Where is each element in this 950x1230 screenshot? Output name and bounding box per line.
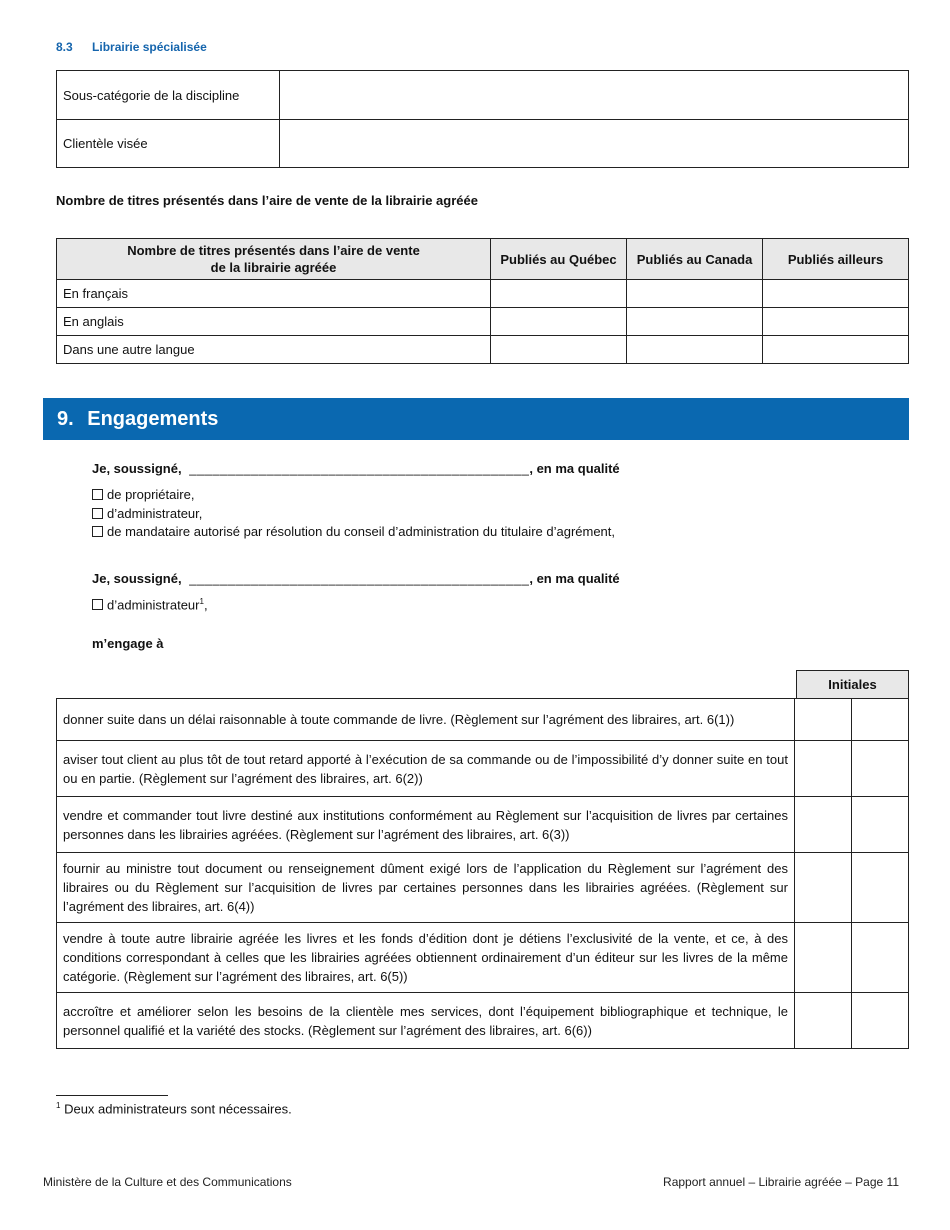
cell-input[interactable] [627,280,763,308]
initials-cell[interactable] [795,993,852,1049]
row-label: Sous-catégorie de la discipline [57,71,280,120]
engagements-table [56,698,909,1049]
initials-cell[interactable] [852,699,909,741]
cell-input[interactable] [491,336,627,364]
table-row [57,853,909,923]
footnote [56,1101,292,1116]
initials-cell[interactable] [852,853,909,923]
option-label: d’administrateur [107,597,200,613]
table-row [57,308,909,336]
option-label: de mandataire autorisé par résolution du conseil d’administration du titulaire d’agrément, [107,524,616,539]
col-quebec-header: Publiés au Québec [491,239,627,280]
initials-cell[interactable] [852,993,909,1049]
table-row [57,120,909,168]
header-row [57,239,909,280]
initials-cell[interactable] [795,853,852,923]
engagement-text: fournir au ministre tout document ou renseignement dûment exigé lors de l’application du Règlement sur l’agrément des libraires ou du Règlement sur l’acquisition de livres par certaines personnes dans les librairies agréées. (Règlement sur l’agrément des libraires, art. 6(4)) [57,853,795,923]
signatory-prefix: Je, soussigné, [92,571,182,586]
checkbox-option[interactable] [92,597,208,612]
signatory-line [92,461,620,476]
option-label: de propriétaire, [107,487,195,502]
initials-cell[interactable] [795,699,852,741]
cell-input[interactable] [763,308,909,336]
col-ailleurs-header: Publiés ailleurs [763,239,909,280]
footer-left: Ministère de la Culture et des Communications [43,1175,292,1189]
initials-cell[interactable] [795,923,852,993]
header-line: Nombre de titres présentés dans l’aire de vente [127,243,420,258]
table-row [57,993,909,1049]
signatory-suffix: , en ma qualité [529,571,620,586]
specialty-table [56,70,909,168]
cell-input[interactable] [491,280,627,308]
engage-label: m’engage à [92,636,164,651]
section-heading [56,40,207,54]
clientele-field[interactable] [280,120,909,168]
engagement-text: vendre à toute autre librairie agréée les livres et les fonds d’édition dont je détiens l’exclusivité de la vente, et ce, à des conditions correspondant à celles que les librairies agréées obtiennent ordinairement d’un éditeur sur les livres de la même catégorie. (Règlement sur l’agrément des libraires, art. 6(5)) [57,923,795,993]
footnote-text: Deux administrateurs sont nécessaires. [64,1101,292,1117]
titles-table [56,238,909,364]
footnote-number: 1 [56,1101,61,1110]
row-label: En anglais [57,308,491,336]
section-banner [43,398,909,440]
engagement-text: vendre et commander tout livre destiné aux institutions conformément au Règlement sur l’acquisition de livres par certaines personnes dans les librairies agréées. (Règlement sur l’agrément des libraires, art. 6(3)) [57,797,795,853]
row-label: Dans une autre langue [57,336,491,364]
subcategory-field[interactable] [280,71,909,120]
checkbox[interactable] [92,508,103,519]
initials-cell[interactable] [795,797,852,853]
table-row [57,71,909,120]
titles-column-header [57,239,491,280]
cell-input[interactable] [627,308,763,336]
row-label: Clientèle visée [57,120,280,168]
engagement-text: donner suite dans un délai raisonnable à toute commande de livre. (Règlement sur l’agrément des libraires, art. 6(1)) [57,699,795,741]
signatory-line [92,571,620,586]
table-row [57,741,909,797]
titles-heading: Nombre de titres présentés dans l’aire de vente de la librairie agréée [56,193,478,208]
initials-header: Initiales [797,671,909,699]
checkbox[interactable] [92,526,103,537]
engagement-text: accroître et améliorer selon les besoins de la clientèle mes services, dont l’équipement bibliographique et technique, le personnel qualifié et la variété des stocks. (Règlement sur l’agrément des libraires, art. 6(6)) [57,993,795,1049]
checkbox[interactable] [92,599,103,610]
option-punctuation: , [203,597,208,613]
footer-right: Rapport annuel – Librairie agréée – Page 11 [663,1175,899,1189]
initials-cell[interactable] [852,797,909,853]
cell-input[interactable] [491,308,627,336]
checkbox-option[interactable] [92,506,202,521]
section-title: Librairie spécialisée [92,40,207,54]
engagement-text: aviser tout client au plus tôt de tout retard apporté à l’exécution de sa commande ou de l’impossibilité d’y donner suite en tout ou en partie. (Règlement sur l’agrément des libraires, art. 6(2)) [57,741,795,797]
header-line: de la librairie agréée [210,260,337,275]
signatory-name-field[interactable]: ____________________________________________ [189,571,530,586]
table-row [57,336,909,364]
footnote-divider [56,1095,168,1096]
signatory-name-field[interactable]: ____________________________________________ [189,461,530,476]
signatory-prefix: Je, soussigné, [92,461,182,476]
cell-input[interactable] [763,280,909,308]
initials-cell[interactable] [795,741,852,797]
cell-input[interactable] [763,336,909,364]
banner-title: Engagements [87,408,219,430]
table-row [57,797,909,853]
col-canada-header: Publiés au Canada [627,239,763,280]
section-number: 8.3 [56,40,73,54]
table-row [57,923,909,993]
checkbox[interactable] [92,489,103,500]
signatory-suffix: , en ma qualité [529,461,620,476]
initials-cell[interactable] [852,923,909,993]
checkbox-option[interactable] [92,487,194,502]
option-label: d’administrateur, [107,506,203,521]
table-row [57,280,909,308]
footnote-reference: 1 [199,597,204,606]
table-row [57,699,909,741]
initials-cell[interactable] [852,741,909,797]
row-label: En français [57,280,491,308]
cell-input[interactable] [627,336,763,364]
checkbox-option[interactable] [92,524,615,539]
initials-header-table [796,670,909,699]
banner-number: 9. [57,408,74,430]
